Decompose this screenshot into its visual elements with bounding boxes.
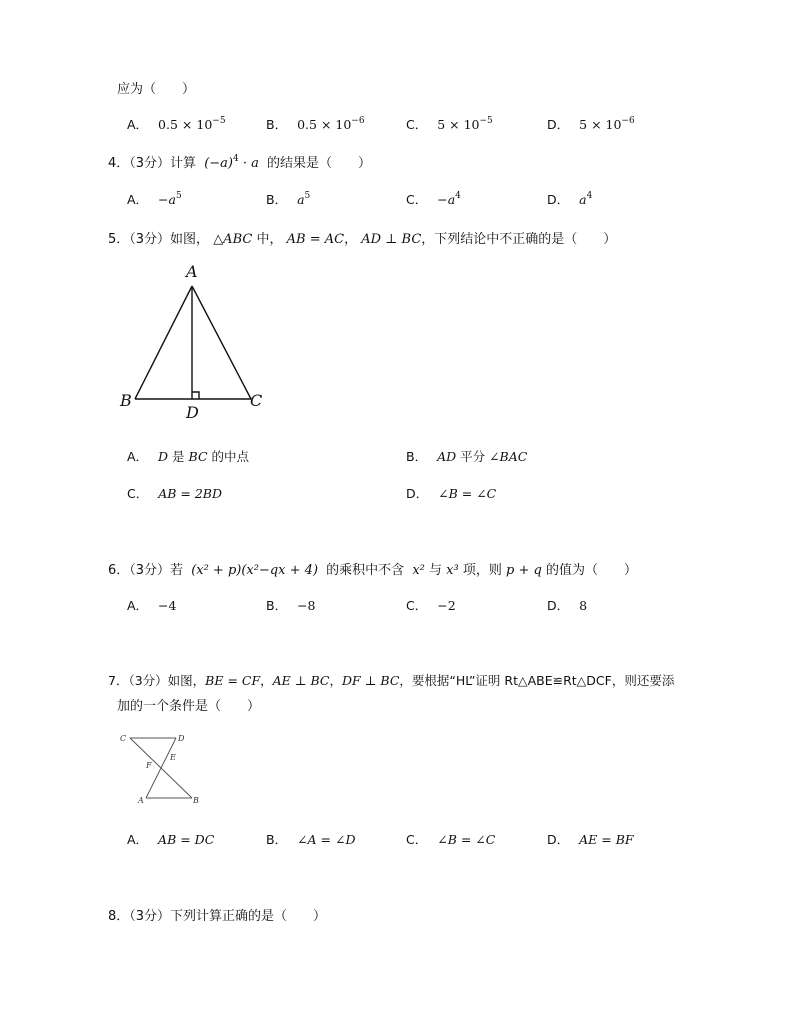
q5-suffix: ，下列结论中不正确的是（ ） — [421, 232, 617, 247]
q6-term1: x² — [412, 563, 425, 578]
q5-mid1: 中， — [256, 232, 283, 247]
q6-option-d[interactable] — [547, 596, 587, 614]
q5-triangle: △ABC — [213, 232, 253, 247]
option-value: AE = BF — [579, 832, 634, 847]
option-value: AB = DC — [158, 832, 215, 847]
q5-cond2: AD ⊥ BC — [361, 232, 422, 247]
option-part-1: D — [158, 449, 169, 464]
q7-cond1: BE = CF — [205, 673, 261, 688]
q6-term2: x³ — [446, 563, 459, 578]
option-exp: −5 — [479, 116, 493, 126]
side-ab — [135, 286, 192, 399]
q7-prefix: 7．（3分）如图， — [108, 673, 206, 688]
q6-option-c[interactable] — [406, 596, 456, 614]
option-part-4: 的中点 — [207, 449, 249, 464]
label-f: F — [146, 761, 152, 770]
option-exp: −5 — [212, 116, 226, 126]
q7-cond3: DF ⊥ BC — [342, 673, 400, 688]
option-letter: B． — [266, 832, 288, 847]
label-d: D — [178, 734, 185, 743]
option-value: 8 — [579, 598, 588, 613]
option-exp: −6 — [351, 116, 365, 126]
q3-option-b[interactable] — [266, 115, 365, 133]
label-a: A — [186, 262, 198, 281]
label-b: B — [120, 391, 132, 410]
q4-option-a[interactable] — [127, 190, 182, 208]
option-exp: 4 — [455, 191, 461, 201]
q5-option-d[interactable] — [406, 484, 496, 502]
option-letter: D． — [406, 486, 429, 501]
q4-option-b[interactable] — [266, 190, 310, 208]
q5-sep: ， — [344, 232, 358, 247]
option-letter: B． — [266, 598, 288, 613]
option-letter: C． — [406, 598, 428, 613]
q7-option-c[interactable] — [406, 830, 495, 848]
option-letter: C． — [406, 192, 428, 207]
label-c: C — [120, 734, 127, 743]
q4-stem — [108, 152, 371, 171]
option-times: × 10 — [181, 117, 213, 132]
q5-option-b[interactable] — [406, 447, 527, 465]
q6-mid: 的乘积中不含 — [326, 563, 405, 578]
q4-option-d[interactable] — [547, 190, 592, 208]
q5-stem — [108, 228, 616, 247]
q7-option-a[interactable] — [127, 830, 214, 848]
option-exp: 5 — [304, 191, 311, 201]
q7-stem-line1: 7．（3分）如图，BE = CF，AE ⊥ BC，DF ⊥ BC，要根据“HL”证明 Rt△ABE≌Rt△DCF，则还要添 — [108, 673, 675, 688]
option-letter: A． — [127, 117, 149, 132]
option-base: a — [297, 192, 305, 207]
q6-suffix: 的值为（ ） — [545, 563, 637, 578]
label-b: B — [193, 796, 199, 805]
option-coef: 0.5 — [158, 117, 178, 132]
q6-option-a[interactable] — [127, 596, 176, 614]
option-times: × 10 — [591, 117, 622, 132]
label-a: A — [138, 796, 144, 805]
option-letter: B． — [406, 449, 428, 464]
option-value: −2 — [437, 598, 456, 613]
option-part-2: 平分 — [456, 449, 490, 464]
q7-option-d[interactable] — [547, 830, 634, 848]
option-letter: D． — [547, 598, 570, 613]
right-angle-mark — [192, 392, 199, 399]
q5-prefix: 5．（3分）如图， — [108, 232, 210, 247]
option-exp: 5 — [175, 191, 182, 201]
option-value: −8 — [297, 598, 316, 613]
option-base: a — [579, 192, 587, 207]
option-part-2: 是 — [168, 449, 189, 464]
option-letter: A． — [127, 192, 149, 207]
option-value: ∠B = ∠C — [437, 832, 496, 847]
option-part-3: ∠BAC — [489, 449, 528, 464]
q5-cond1: AB = AC — [286, 232, 345, 247]
label-e: E — [170, 753, 176, 762]
q8-stem: 8．（3分）下列计算正确的是（ ） — [108, 909, 327, 924]
q6-and: 与 — [429, 563, 443, 578]
option-value: −4 — [158, 598, 177, 613]
q7-stem-line2: 加的一个条件是（ ） — [117, 699, 261, 714]
q3-tail-text: 应为（ ） — [117, 82, 196, 97]
option-letter: D． — [547, 832, 570, 847]
q5-triangle-figure — [112, 258, 272, 426]
option-base: −a — [158, 192, 176, 207]
q7-hourglass-figure — [116, 728, 212, 810]
q3-option-a[interactable] — [127, 115, 226, 133]
option-coef: 5 — [579, 117, 588, 132]
q6-option-b[interactable] — [266, 596, 316, 614]
option-part-1: AB = 2BD — [158, 486, 223, 501]
option-letter: C． — [127, 486, 149, 501]
q4-option-c[interactable] — [406, 190, 461, 208]
q3-option-c[interactable] — [406, 115, 493, 133]
q5-option-a[interactable] — [127, 447, 249, 465]
q4-expr-base: (−a) — [204, 156, 233, 171]
option-letter: D． — [547, 192, 570, 207]
q6-prefix: 6．（3分）若 — [108, 563, 184, 578]
option-part-1: ∠B = ∠C — [438, 486, 497, 501]
q4-expr-rest: · a — [242, 156, 259, 171]
option-letter: C． — [406, 832, 428, 847]
option-part-3: BC — [188, 449, 208, 464]
q7-cond2: AE ⊥ BC — [272, 673, 330, 688]
option-exp: −6 — [621, 116, 635, 126]
q6-stem — [108, 559, 637, 578]
q4-suffix: 的结果是（ ） — [267, 156, 372, 171]
option-coef: 5 — [437, 117, 446, 132]
q4-prefix: 4．（3分）计算 — [108, 156, 197, 171]
option-exp: 4 — [586, 191, 593, 201]
option-base: −a — [437, 192, 456, 207]
q5-option-c[interactable] — [127, 484, 222, 502]
q3-option-d[interactable] — [547, 115, 635, 133]
q7-suffix: ，要根据“HL”证明 Rt△ABE≌Rt△DCF，则还要添 — [399, 673, 675, 688]
q6-mid2: 项，则 — [462, 563, 502, 578]
option-letter: B． — [266, 117, 288, 132]
q6-expr: (x² + p)(x²−qx + 4) — [191, 563, 319, 578]
option-times: × 10 — [320, 117, 352, 132]
q7-option-b[interactable] — [266, 830, 355, 848]
option-times: × 10 — [449, 117, 480, 132]
label-d: D — [186, 403, 199, 422]
q4-expr-exp: 4 — [232, 154, 239, 164]
option-value: ∠A = ∠D — [297, 832, 356, 847]
label-c: C — [250, 391, 263, 410]
option-coef: 0.5 — [297, 117, 317, 132]
option-letter: A． — [127, 598, 149, 613]
option-part-1: AD — [437, 449, 457, 464]
option-letter: A． — [127, 449, 149, 464]
option-letter: D． — [547, 117, 570, 132]
option-letter: B． — [266, 192, 288, 207]
side-ac — [192, 286, 251, 399]
option-letter: C． — [406, 117, 428, 132]
q6-target: p + q — [506, 563, 542, 578]
option-letter: A． — [127, 832, 149, 847]
